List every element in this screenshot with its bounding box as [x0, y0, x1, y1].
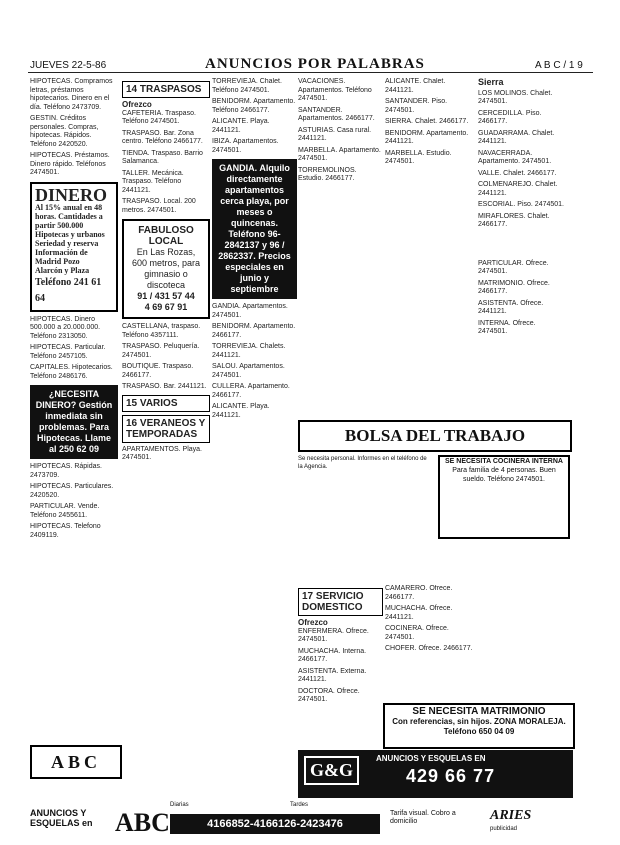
ad: VACACIONES. Apartamentos. Teléfono 2474501.: [298, 78, 372, 102]
banner-mid: Tarifa visual. Cobro a domicilio: [390, 810, 456, 825]
ad: COCINERA. Ofrece. 2474501.: [385, 625, 449, 641]
ad: TORREMOLINOS. Estudio. 2466177.: [298, 166, 357, 182]
gg-logo: G&G: [304, 756, 359, 785]
traspasos-header: 14 TRASPASOS: [122, 81, 210, 98]
issue-date: JUEVES 22-5-86: [30, 60, 107, 71]
ad: MUCHACHA. Ofrece. 2441121.: [385, 605, 453, 621]
ad: GESTIN. Créditos personales. Compras, hipotecas. Rápidos. Teléfono 2420520.: [30, 115, 99, 148]
ad: HIPOTECAS. Compramos letras, préstamos hipotecarios. Dinero en el día. Teléfono 2473709.: [30, 78, 113, 111]
fabuloso-phone: 4 69 67 91: [144, 302, 188, 312]
ad: BENIDORM. Apartamento. Teléfono 2466177.: [212, 98, 296, 114]
ad: ASISTENTA. Ofrece. 2441121.: [478, 299, 544, 315]
dinero-line: Al 15% anual en 48 horas. Cantidades a partir 500.000: [35, 202, 103, 230]
aries-logo: ARIES: [490, 808, 532, 823]
bolsa-left: Se necesita personal. Informes en el teléfono de la Agencia.: [298, 456, 427, 470]
fabuloso-title: FABULOSO LOCAL: [138, 225, 194, 247]
ad: SALOU. Apartamentos. 2474501.: [212, 363, 285, 379]
varios-header: 15 VARIOS: [122, 395, 210, 412]
column-3: [212, 78, 297, 608]
gg-phone: 429 66 77: [406, 766, 496, 786]
banner-phones: 4166852-4166126-2423476: [170, 814, 380, 834]
ad: INTERNA. Ofrece. 2474501.: [478, 319, 536, 335]
ad: PARTICULAR. Vende. Teléfono 2455611.: [30, 503, 100, 519]
bolsa-del-trabajo-title: BOLSA DEL TRABAJO: [298, 420, 572, 452]
ad: BENIDORM. Apartamento. 2441121.: [385, 129, 469, 145]
ad: ALICANTE. Playa. 2441121.: [212, 118, 270, 134]
column-5-lower: [385, 585, 473, 695]
bottom-banner: [30, 802, 590, 840]
column-5: [385, 78, 473, 418]
dinero-ad: [30, 182, 118, 312]
ad: TORREVIEJA. Chalets. 2441121.: [212, 343, 286, 359]
gg-ad: [298, 750, 573, 798]
dinero-line: Alarcón y Plaza: [35, 265, 90, 275]
ad: MARBELLA. Estudio. 2474501.: [385, 149, 452, 165]
ad: SIERRA. Chalet. 2466177.: [385, 118, 469, 125]
dinero-phone: Teléfono 241 61 64: [35, 276, 102, 304]
ad: BENIDORM. Apartamento. 2466177.: [212, 323, 296, 339]
ad: VALLE. Chalet. 2466177.: [478, 169, 557, 177]
cocinera-ad: [438, 455, 570, 539]
ad: MATRIMONIO. Ofrece. 2466177.: [478, 279, 550, 295]
fabuloso-phone: 91 / 431 57 44: [137, 291, 195, 301]
ad: SANTANDER. Piso. 2474501.: [385, 98, 448, 114]
ad: CHOFER. Ofrece. 2466177.: [385, 645, 473, 652]
ad: APARTAMENTOS. Playa. 2474501.: [122, 445, 203, 461]
ad: HIPOTECAS. Rápidas. 2473709.: [30, 463, 102, 479]
page-header: [0, 0, 620, 72]
ad: TORREVIEJA. Chalet. Teléfono 2474501.: [212, 78, 282, 94]
ofrezco-label: Ofrezco: [122, 100, 152, 109]
ad: CASTELLANA, traspaso. Teléfono 4357111.: [122, 323, 201, 339]
ad: IBIZA. Apartamentos. 2474501.: [212, 138, 279, 154]
ad: GUADARRAMA. Chalet. 2441121.: [478, 129, 555, 145]
dinero-line: Información de Madrid Pozo: [35, 247, 88, 266]
ad: PARTICULAR. Ofrece. 2474501.: [478, 259, 549, 275]
label-tardes: Tardes: [290, 802, 309, 808]
ad: HIPOTECAS. Telefono 2409119.: [30, 523, 101, 539]
ad: MUCHACHA. Interna. 2466177.: [298, 647, 367, 663]
matrimonio-title: SE NECESITA MATRIMONIO: [412, 706, 546, 717]
ad: DOCTORA. Ofrece. 2474501.: [298, 687, 360, 703]
cocinera-text: Para familia de 4 personas. Buen sueldo. Teléfono 2474501.: [452, 467, 556, 483]
cocinera-title: SE NECESITA COCINERA INTERNA: [445, 458, 563, 465]
dinero-title: DINERO: [35, 184, 108, 205]
bolsa-ads: [298, 455, 568, 575]
ad: ESCORIAL. Piso. 2474501.: [478, 201, 564, 208]
ad: ENFERMERA. Ofrece. 2474501.: [298, 627, 369, 643]
ad: COLMENAREJO. Chalet. 2441121.: [478, 181, 558, 197]
ad: LOS MOLINOS. Chalet. 2474501.: [478, 89, 553, 105]
ad: ALICANTE. Playa. 2441121.: [212, 403, 270, 419]
ad: TALLER. Mecánica. Traspaso. Teléfono 2441121.: [122, 169, 184, 194]
column-4: [298, 78, 383, 418]
ad: GANDIA. Apartamentos. 2474501.: [212, 303, 288, 319]
matrimonio-text: Con referencias, sin hijos. ZONA MORALEJA. Teléfono 650 04 09: [392, 717, 566, 736]
gandia-ad: GANDIA. Alquilo directamente apartamentos cerca playa, por meses o quincenas. Teléfono 96-2842137 y 96 / 2862337. Precios especiales en junio y septiembre: [212, 159, 297, 299]
ad: BOUTIQUE. Traspaso. 2466177.: [122, 363, 194, 379]
dinero-line: Hipotecas y urbanos: [35, 229, 105, 239]
ad: HIPOTECAS. Particular. Teléfono 2457105.: [30, 344, 106, 360]
ad: ASTURIAS. Casa rural. 2441121.: [298, 126, 372, 142]
ad: CAPITALES. Hipotecarios. Teléfono 2486176.: [30, 364, 113, 380]
header-rule: [28, 72, 593, 73]
ad: HIPOTECAS. Particulares. 2420520.: [30, 483, 114, 499]
label-diarias: Diarias: [170, 802, 189, 808]
aries-sub: publicidad: [490, 826, 518, 832]
ad: TIENDA. Traspaso. Barrio Salamanca.: [122, 149, 203, 165]
banner-label: ANUNCIOS Y ESQUELAS en: [30, 808, 93, 828]
veraneos-header: 16 VERANEOS Y TEMPORADAS: [122, 415, 210, 443]
matrimonio-ad: [383, 703, 575, 749]
ad: MIRAFLORES. Chalet. 2466177.: [478, 212, 550, 228]
dinero-line: Seriedad y reserva: [35, 238, 99, 248]
ad: CULLERA. Apartamento. 2466177.: [212, 383, 290, 399]
sierra-header: Sierra: [478, 78, 504, 87]
column-4-lower: [298, 585, 383, 745]
ad: TRASPASO. Local. 200 metros. 2474501.: [122, 198, 196, 214]
ad: TRASPASO. Bar. Zona centro. Teléfono 2466177.: [122, 129, 203, 145]
ad: CAFETERIA. Traspaso. Teléfono 2474501.: [122, 109, 196, 125]
ad: SANTANDER. Apartamentos. 2466177.: [298, 106, 375, 122]
fabuloso-local-ad: [122, 219, 210, 319]
abc-logo-box: ABC: [30, 745, 122, 779]
ad: CAMARERO. Ofrece. 2466177.: [385, 585, 453, 601]
ofrezco-label: Ofrezco: [298, 618, 328, 627]
ad: TRASPASO. Bar. 2441121.: [122, 383, 207, 390]
servicio-domestico-header: 17 SERVICIO DOMESTICO: [298, 588, 383, 616]
ad: TRASPASO. Peluquería. 2474501.: [122, 343, 200, 359]
ad: HIPOTECAS. Dinero 500.000 a 20.000.000. Teléfono 2313050.: [30, 315, 101, 340]
ad: ALICANTE. Chalet. 2441121.: [385, 78, 446, 94]
ad: HIPOTECAS. Préstamos. Dinero rápido. Teléfonos 2474501.: [30, 152, 110, 176]
ad: NAVACERRADA. Apartamento. 2474501.: [478, 149, 552, 165]
page-number: A B C / 1 9: [535, 60, 583, 71]
abc-logo: ABC: [115, 808, 170, 837]
ad: MARBELLA. Apartamento. 2474501.: [298, 146, 381, 162]
section-title: ANUNCIOS POR PALABRAS: [205, 56, 425, 72]
gg-line: ANUNCIOS Y ESQUELAS EN: [376, 754, 486, 763]
column-1: [30, 78, 118, 688]
fabuloso-text: En Las Rozas, 600 metros, para gimnasio o discoteca: [131, 247, 201, 290]
ad: CERCEDILLA. Piso. 2466177.: [478, 109, 542, 125]
necesita-dinero-ad: ¿NECESITA DINERO? Gestión inmediata sin problemas. Para Hipotecas. Llame al 250 62 09: [30, 385, 118, 459]
column-2: [122, 78, 210, 688]
ad: ASISTENTA. Externa. 2441121.: [298, 667, 367, 683]
